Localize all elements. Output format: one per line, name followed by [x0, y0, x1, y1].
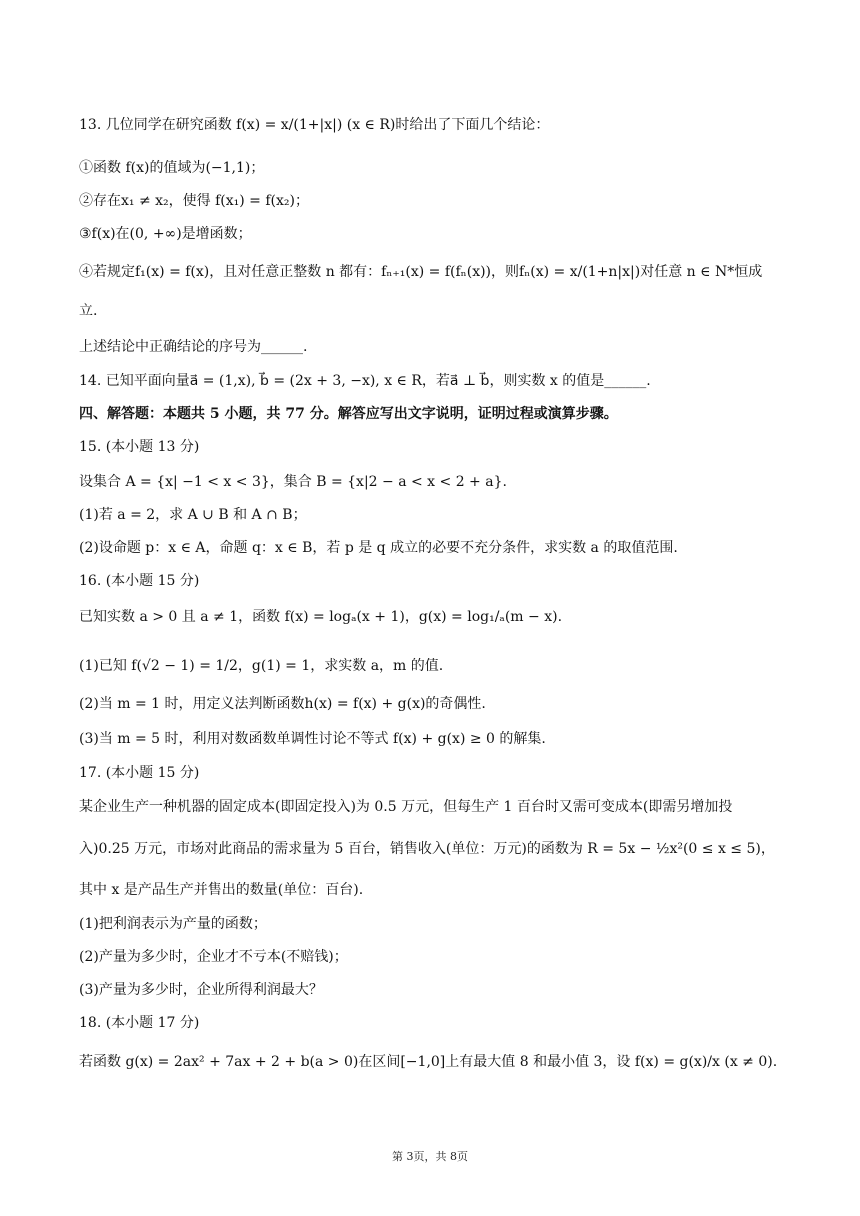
- q15-heading: 15. (本小题 13 分): [79, 439, 200, 455]
- q13-statement-4: ④若规定f₁(x) = f(x)，且对任意正整数 n 都有：fₙ₊₁(x) = f(fₙ(x))，则fₙ(x) = x/(1+n|x|)对任意 n ∈ N*恒成: [79, 264, 763, 280]
- q15-stem: 设集合 A = {x| −1 < x < 3}，集合 B = {x|2 − a < x < 2 + a}.: [79, 474, 507, 490]
- q17-heading: 17. (本小题 15 分): [79, 765, 200, 781]
- q16-part-3: (3)当 m = 5 时，利用对数函数单调性讨论不等式 f(x) + g(x) ≥ 0 的解集.: [79, 731, 546, 747]
- q16-part-2: (2)当 m = 1 时，用定义法判断函数h(x) = f(x) + g(x)的奇偶性.: [79, 696, 486, 712]
- q15-part-1: (1)若 a = 2，求 A ∪ B 和 A ∩ B；: [79, 507, 307, 523]
- q17-stem-2: 入)0.25 万元，市场对此商品的需求量为 5 百台，销售收入(单位：万元)的函数为 R = 5x − ½x²(0 ≤ x ≤ 5)，: [79, 841, 775, 857]
- q13-statement-4-cont: 立.: [79, 303, 98, 319]
- q13-statement-2: ②存在x₁ ≠ x₂，使得 f(x₁) = f(x₂)；: [79, 193, 309, 209]
- q17-stem-1: 某企业生产一种机器的固定成本(即固定投入)为 0.5 万元，但每生产 1 百台时又需可变成本(即需另增加投: [79, 799, 733, 815]
- q17-part-2: (2)产量为多少时，企业才不亏本(不赔钱)；: [79, 949, 348, 965]
- q15-part-2: (2)设命题 p：x ∈ A，命题 q：x ∈ B，若 p 是 q 成立的必要不充分条件，求实数 a 的取值范围.: [79, 540, 678, 556]
- q17-part-3: (3)产量为多少时，企业所得利润最大？: [79, 982, 323, 998]
- page-footer: 第 3页，共 8页: [392, 1150, 468, 1163]
- section-heading: 四、解答题：本题共 5 小题，共 77 分。解答应写出文字说明，证明过程或演算步骤。: [79, 406, 618, 422]
- q13-blank: 上述结论中正确结论的序号为______.: [79, 339, 308, 355]
- q17-stem-3: 其中 x 是产品生产并售出的数量(单位：百台).: [79, 882, 364, 898]
- q13-statement-3: ③f(x)在(0, +∞)是增函数；: [79, 226, 252, 242]
- q18-heading: 18. (本小题 17 分): [79, 1015, 200, 1031]
- q16-heading: 16. (本小题 15 分): [79, 573, 200, 589]
- q13-statement-1: ①函数 f(x)的值域为(−1,1)；: [79, 160, 265, 176]
- q17-part-1: (1)把利润表示为产量的函数；: [79, 916, 267, 932]
- q13-stem: 13. 几位同学在研究函数 f(x) = x/(1+|x|) (x ∈ R)时给出了下面几个结论：: [79, 117, 550, 133]
- q14-stem: 14. 已知平面向量a⃗ = (1,x), b⃗ = (2x + 3, −x), x ∈ R，若a⃗ ⊥ b⃗，则实数 x 的值是______.: [79, 373, 651, 389]
- q16-stem: 已知实数 a > 0 且 a ≠ 1，函数 f(x) = logₐ(x + 1)，g(x) = log₁/ₐ(m − x).: [79, 609, 563, 625]
- q18-stem: 若函数 g(x) = 2ax² + 7ax + 2 + b(a > 0)在区间[−1,0]上有最大值 8 和最小值 3，设 f(x) = g(x)/x (x ≠ 0).: [79, 1054, 778, 1070]
- q16-part-1: (1)已知 f(√2 − 1) = 1/2，g(1) = 1，求实数 a，m 的值.: [79, 658, 444, 674]
